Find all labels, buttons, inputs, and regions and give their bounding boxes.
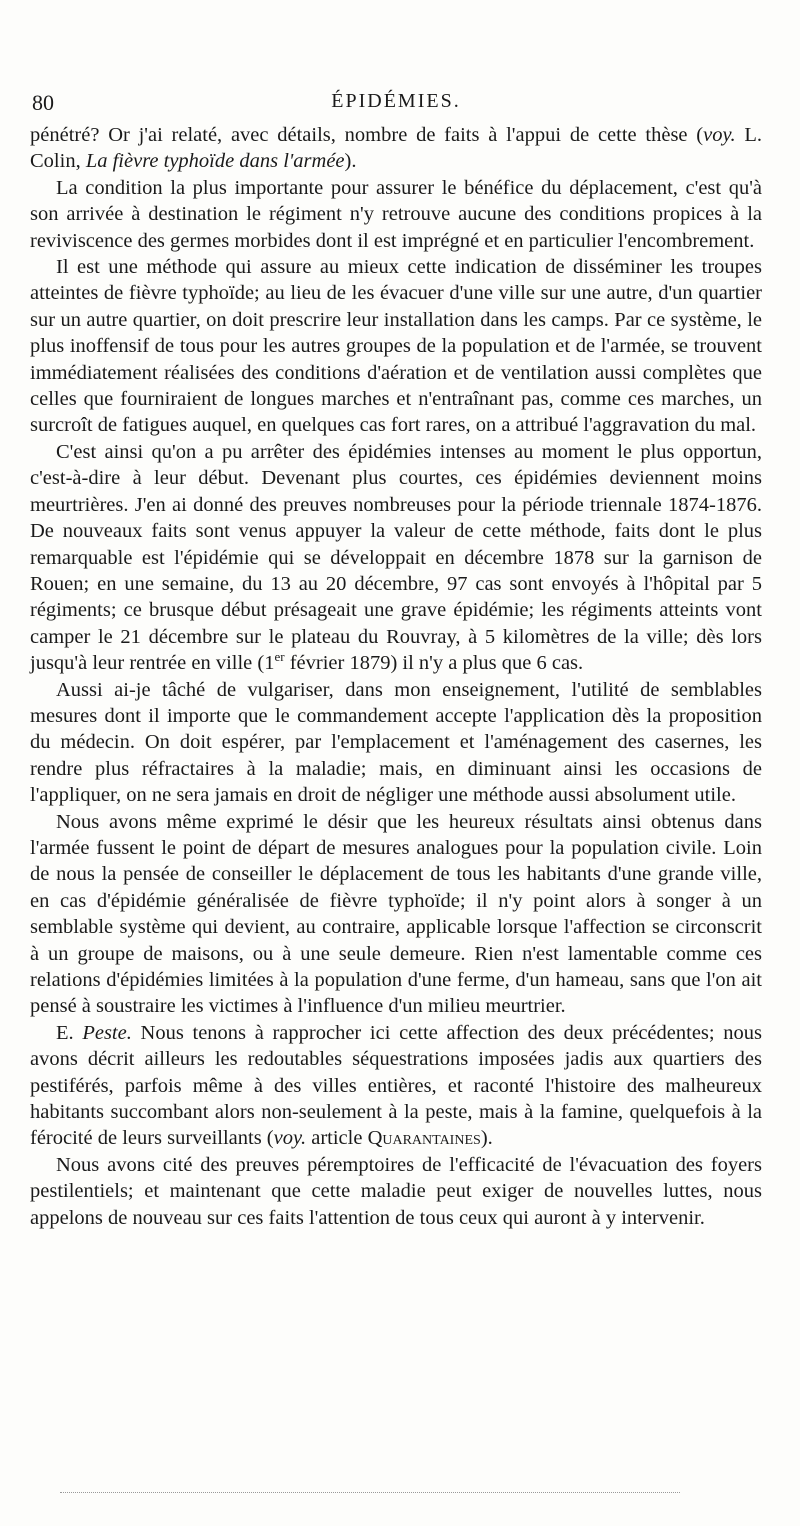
- text-segment: février 1879) il n'y a plus que 6 cas.: [284, 652, 584, 675]
- text-segment: L. Colin,: [30, 124, 762, 173]
- text-segment: Aussi ai-je tâché de vulgariser, dans mon enseignement, l'utilité de semblables mesures dont il importe que le commandement accepte l'application dès la proposition du médecin. On doit espérer, par l'emplacement et l'aménagement des casernes, les rendre plus réfractaires à la maladie; mais, en diminuant ainsi les occasions de l'appliquer, on ne sera jamais en droit de négliger une méthode aussi absolument utile.: [30, 678, 762, 807]
- paragraph: [30, 439, 762, 677]
- text-segment: La condition la plus importante pour assurer le bénéfice du déplacement, c'est qu'à son arrivée à destination le régiment n'y retrouve aucune des conditions propices à la reviviscence des germes morbides dont il est imprégné et en particulier l'encombrement.: [30, 176, 762, 252]
- body-text: [30, 122, 762, 1231]
- running-title: ÉPIDÉMIES.: [331, 90, 461, 112]
- text-segment: C'est ainsi qu'on a pu arrêter des épidémies intenses au moment le plus opportun, c'est-à-dire à leur début. Devenant plus courtes, ces épidémies deviennent moins meurtrières. J'en ai donné des preuves nombreuses pour la période triennale 1874-1876. De nouveaux faits sont venus appuyer la valeur de cette méthode, faits dont le plus remarquable est l'épidémie qui se développait en décembre 1878 sur la garnison de Rouen; en une semaine, du 13 au 20 décembre, 97 cas sont envoyés à l'hôpital par 5 régiments; ce brusque début présageait une grave épidémie; les régiments atteints vont camper le 21 décembre sur le plateau du Rouvray, à 5 kilomètres de la ville; dès lors jusqu'à leur rentrée en ville (1: [30, 440, 762, 675]
- paragraph: [30, 254, 762, 439]
- text-segment: er: [274, 649, 285, 665]
- text-segment: pénétré? Or j'ai relaté, avec détails, nombre de faits à l'appui de cette thèse (: [30, 124, 704, 146]
- text-segment: Nous tenons à rapprocher ici cette affection des deux précédentes; nous avons décrit ailleurs les redoutables séquestrations imposées jadis aux quartiers des pestiférés, parfois même à des villes entières, et raconté l'histoire des malheureux habitants succombant alors non-seulement à la peste, mais à la famine, quelquefois à la férocité de leurs surveillants (: [30, 1021, 762, 1150]
- text-segment: Nous avons cité des preuves péremptoires de l'efficacité de l'évacuation des foyers pestilentiels; et maintenant que cette maladie peut exiger de nouvelles luttes, nous appelons de nouveau sur ces faits l'attention de tous ceux qui auront à y intervenir.: [30, 1153, 762, 1229]
- paragraph: [30, 1152, 762, 1231]
- text-segment: voy.: [273, 1127, 307, 1150]
- paragraph: [30, 1020, 762, 1152]
- text-segment: E.: [56, 1021, 83, 1044]
- paragraph: [30, 677, 762, 809]
- text-segment: Il est une méthode qui assure au mieux cette indication de disséminer les troupes atteintes de fièvre typhoïde; au lieu de les évacuer d'une ville sur une autre, d'un quartier sur un autre quartier, on doit prescrire leur installation dans les camps. Par ce système, le plus inoffensif de tous pour les autres groupes de la population et de l'armée, se trouvent immédiatement réalisées des conditions d'aération et de ventilation aussi complètes que celles que fourniraient de longues marches et n'entraînant pas, comme ces marches, un surcroît de fatigues auquel, en quelques cas fort rares, on a attribué l'aggravation du mal.: [30, 256, 762, 437]
- page-number: 80: [32, 90, 54, 115]
- text-segment: article: [306, 1127, 368, 1150]
- text-segment: ).: [344, 150, 357, 173]
- text-segment: Peste.: [82, 1021, 132, 1044]
- page-header: [30, 84, 762, 118]
- text-segment: ).: [480, 1127, 493, 1150]
- paragraph: [30, 122, 762, 175]
- paragraph: [30, 809, 762, 1020]
- footer-rule: [60, 1492, 680, 1494]
- text-segment: Nous avons même exprimé le désir que les heureux résultats ainsi obtenus dans l'armée fussent le point de départ de mesures analogues pour la population civile. Loin de nous la pensée de conseiller le déplacement de tous les habitants d'une grande ville, en cas d'épidémie généralisée de fièvre typhoïde; il n'y point alors à songer à un semblable système qui devient, au contraire, applicable lorsque l'affection se circonscrit à un groupe de maisons, ou à une seule demeure. Rien n'est lamentable comme ces relations d'épidémies limitées à la population d'une ferme, d'un hameau, sans que l'on ait pensé à soustraire les victimes à l'influence d'un milieu meurtrier.: [30, 810, 762, 1018]
- text-segment: Quarantaines: [367, 1127, 481, 1150]
- text-segment: voy.: [703, 124, 736, 146]
- text-segment: La fièvre typhoïde dans l'armée: [85, 150, 345, 173]
- paragraph: [30, 175, 762, 254]
